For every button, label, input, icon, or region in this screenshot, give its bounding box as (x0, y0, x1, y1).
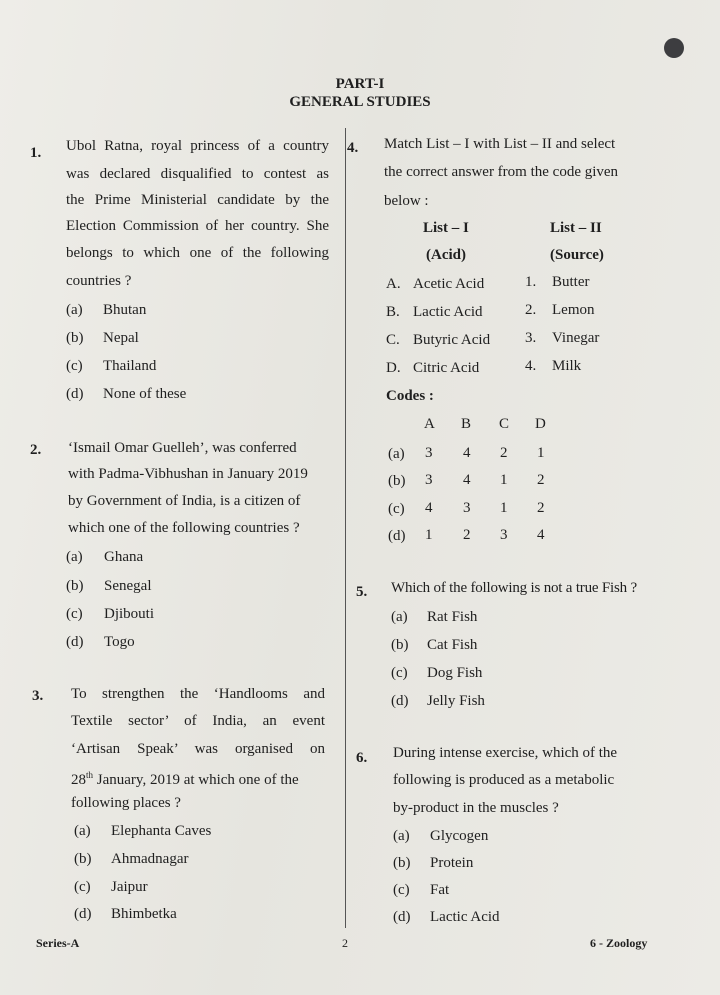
question-5-option-text: Cat Fish (427, 637, 478, 653)
list-2-subheading: (Source) (550, 247, 604, 263)
punch-hole (664, 38, 684, 58)
part-heading: PART-I (335, 76, 385, 92)
question-5-option-text: Jelly Fish (427, 693, 485, 709)
question-5-option-label: (d) (391, 693, 409, 709)
question-3-option-text: Bhimbetka (111, 906, 177, 922)
codes-cell: 3 (463, 500, 471, 516)
question-3-line: following places ? (71, 795, 181, 811)
codes-cell: 2 (463, 527, 471, 543)
question-3-option-label: (c) (74, 879, 91, 895)
list-2-item-label: 2. (525, 302, 537, 318)
list-2-item-text: Milk (552, 358, 582, 374)
question-5-option-label: (c) (391, 665, 408, 681)
list-1-item-label: A. (386, 276, 401, 292)
section-heading: GENERAL STUDIES (289, 94, 431, 110)
question-3-option-text: Elephanta Caves (111, 823, 212, 839)
subject-label: 6 - Zoology (590, 936, 648, 950)
codes-cell: 2 (500, 445, 508, 461)
question-6-option-label: (a) (393, 828, 410, 844)
question-6-option-text: Lactic Acid (430, 909, 500, 925)
question-2-option-text: Togo (104, 634, 135, 650)
question-3-line: Textile sector’ of India, an event (71, 713, 325, 729)
question-1-line: belongs to which one of the following (66, 245, 329, 261)
question-1-line: countries ? (66, 273, 132, 289)
codes-cell: 4 (425, 500, 433, 516)
question-1-line: Election Commission of her country. She (66, 218, 329, 234)
question-6-option-label: (c) (393, 882, 410, 898)
question-3-line: ‘Artisan Speak’ was organised on (71, 741, 325, 757)
question-1-option-label: (c) (66, 358, 83, 374)
question-1-option-text: Thailand (103, 358, 157, 374)
list-1-subheading: (Acid) (426, 247, 466, 263)
question-1-option-label: (a) (66, 302, 83, 318)
question-6-line: by-product in the muscles ? (393, 800, 559, 816)
series-label: Series-A (36, 936, 80, 950)
question-6-number: 6. (356, 750, 368, 766)
codes-column-header: A (424, 416, 435, 432)
question-6-line: During intense exercise, which of the (393, 745, 618, 761)
codes-cell: 3 (425, 472, 433, 488)
question-3-number: 3. (32, 688, 44, 704)
question-1-option-text: Nepal (103, 330, 139, 346)
codes-row-label: (c) (388, 501, 405, 517)
question-2-line: which one of the following countries ? (68, 520, 300, 536)
question-4-number: 4. (347, 140, 359, 156)
list-1-item-label: C. (386, 332, 400, 348)
question-5-option-text: Rat Fish (427, 609, 478, 625)
codes-row-label: (b) (388, 473, 406, 489)
question-1-line: Ubol Ratna, royal princess of a country (66, 138, 329, 154)
question-3-option-label: (d) (74, 906, 92, 922)
question-2-option-text: Senegal (104, 578, 152, 594)
question-5-option-text: Dog Fish (427, 665, 483, 681)
question-2-number: 2. (30, 442, 42, 458)
list-2-item-label: 1. (525, 274, 537, 290)
list-2-item-text: Vinegar (552, 330, 600, 346)
question-3-line: 28th January, 2019 at which one of the (71, 770, 299, 788)
question-3-option-label: (a) (74, 823, 91, 839)
codes-cell: 4 (537, 527, 545, 543)
list-1-item-text: Lactic Acid (413, 304, 483, 320)
codes-cell: 1 (500, 500, 508, 516)
question-6-option-text: Fat (430, 882, 450, 898)
list-2-item-label: 3. (525, 330, 537, 346)
question-1-line: was declared disqualified to contest as (66, 166, 329, 182)
question-1-option-text: Bhutan (103, 302, 147, 318)
list-2-item-label: 4. (525, 358, 537, 374)
question-2-line: by Government of India, is a citizen of (68, 493, 301, 509)
list-1-item-label: D. (386, 360, 401, 376)
question-2-option-text: Ghana (104, 549, 144, 565)
question-5-option-label: (b) (391, 637, 409, 653)
question-2-option-label: (b) (66, 578, 84, 594)
question-6-option-text: Protein (430, 855, 474, 871)
codes-row-label: (d) (388, 528, 406, 544)
codes-column-header: D (535, 416, 546, 432)
codes-cell: 1 (537, 445, 545, 461)
list-1-item-text: Butyric Acid (413, 332, 491, 348)
question-2-option-text: Djibouti (104, 606, 155, 622)
question-4-line: below : (384, 193, 429, 209)
question-2-option-label: (c) (66, 606, 83, 622)
question-5-option-label: (a) (391, 609, 408, 625)
codes-row-label: (a) (388, 446, 405, 462)
question-4-line: the correct answer from the code given (384, 164, 619, 180)
list-1-heading: List – I (423, 220, 469, 236)
codes-cell: 2 (537, 500, 545, 516)
codes-cell: 3 (425, 445, 433, 461)
list-2-item-text: Butter (552, 274, 590, 290)
page-number: 2 (342, 936, 348, 950)
codes-cell: 4 (463, 445, 471, 461)
question-6-line: following is produced as a metabolic (393, 772, 615, 788)
question-6-option-label: (d) (393, 909, 411, 925)
codes-column-header: C (499, 416, 510, 432)
question-2-line: ‘Ismail Omar Guelleh’, was conferred (68, 440, 297, 456)
list-1-item-label: B. (386, 304, 400, 320)
codes-column-header: B (461, 416, 472, 432)
list-2-item-text: Lemon (552, 302, 595, 318)
codes-cell: 2 (537, 472, 545, 488)
list-1-item-text: Acetic Acid (413, 276, 485, 292)
question-6-option-label: (b) (393, 855, 411, 871)
question-3-line: To strengthen the ‘Handlooms and (71, 686, 325, 702)
question-1-line: the Prime Ministerial candidate by the (66, 192, 329, 208)
codes-cell: 1 (425, 527, 433, 543)
question-1-option-label: (d) (66, 386, 84, 402)
question-2-line: with Padma-Vibhushan in January 2019 (68, 466, 308, 482)
question-6-option-text: Glycogen (430, 828, 489, 844)
question-1-option-label: (b) (66, 330, 84, 346)
question-2-option-label: (a) (66, 549, 83, 565)
codes-cell: 4 (463, 472, 471, 488)
codes-heading: Codes : (386, 388, 434, 404)
column-divider (345, 128, 346, 928)
question-3-option-text: Jaipur (111, 879, 148, 895)
question-4-line: Match List – I with List – II and select (384, 136, 616, 152)
list-1-item-text: Citric Acid (413, 360, 480, 376)
list-2-heading: List – II (550, 220, 602, 236)
codes-cell: 3 (500, 527, 508, 543)
question-1-number: 1. (30, 145, 42, 161)
question-1-option-text: None of these (103, 386, 187, 402)
question-3-option-text: Ahmadnagar (111, 851, 189, 867)
question-3-option-label: (b) (74, 851, 92, 867)
question-2-option-label: (d) (66, 634, 84, 650)
question-5-number: 5. (356, 584, 368, 600)
codes-cell: 1 (500, 472, 508, 488)
question-5-line: Which of the following is not a true Fish ? (391, 580, 637, 596)
